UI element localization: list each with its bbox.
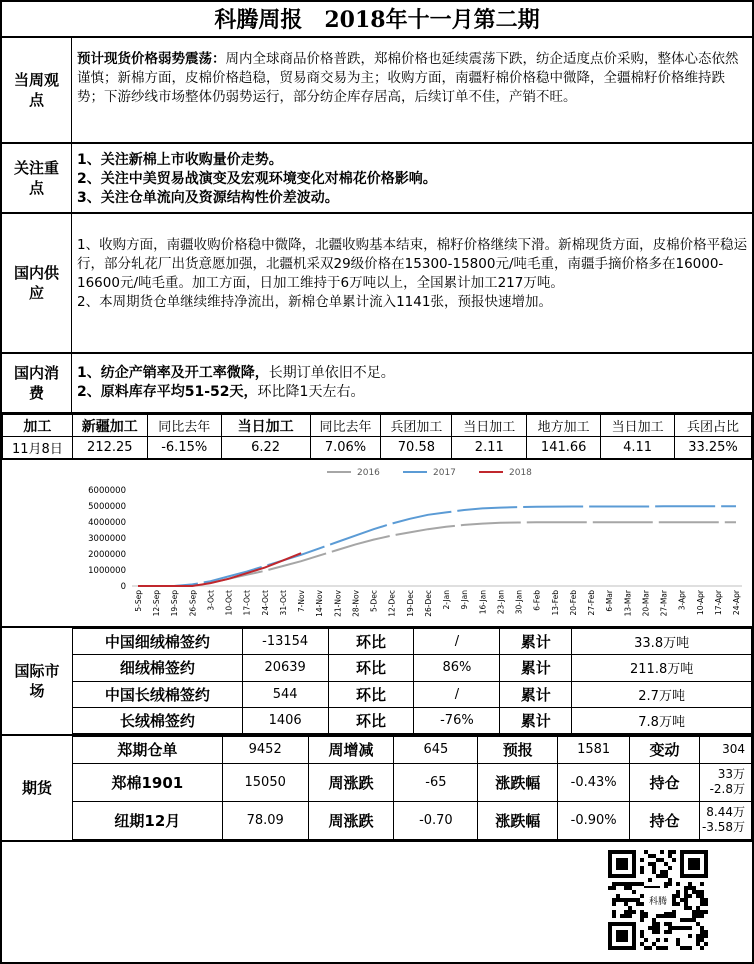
x-tick-label: 6-Mar [605,590,615,612]
x-tick-label: 16-Jan [478,590,488,615]
international-cell: / [414,629,500,655]
x-tick-label: 20-Feb [568,590,578,616]
x-tick-label: 2-Jan [442,590,452,610]
x-tick-label: 3-Oct [206,590,216,611]
processing-chart [2,460,752,626]
international-cell: 累计 [500,707,572,733]
legend-label: 2016 [357,468,380,478]
legend-label: 2018 [509,468,532,478]
x-tick-label: 17-Apr [713,590,723,616]
international-cell: 环比 [328,655,414,681]
x-tick-label: 28-Nov [351,590,361,617]
legend-label: 2017 [433,468,456,478]
futures-row [73,737,752,764]
processing-value-cell: 7.06% [310,437,381,459]
international-cell: 544 [242,681,328,707]
qr-code [594,850,722,950]
x-tick-label: 12-Dec [387,590,397,617]
international-cell: 环比 [328,681,414,707]
futures-cell: 9452 [222,737,308,764]
x-tick-label: 27-Mar [659,590,669,617]
processing-value-cell: 33.25% [675,437,752,459]
processing-header-cell: 加工 [3,415,73,437]
futures-cell: 持仓 [630,801,700,839]
focus-item: 2、关注中美贸易战演变及宏观环境变化对棉花价格影响。 [77,171,437,187]
x-tick-label: 24-Oct [260,590,270,616]
qr-logo-text: 科腾 [648,897,668,907]
futures-cell: -65 [394,763,478,801]
y-tick-label: 3000000 [88,534,126,544]
processing-header-row [3,415,752,437]
x-tick-label: 10-Oct [224,590,234,616]
consumption-line-1: 长期订单依旧不足。 [268,365,395,381]
chart-section [2,460,752,628]
consumption-line-1-bold: 1、纺企产销率及开工率微降， [77,365,269,381]
y-tick-label: 5000000 [88,502,126,512]
y-tick-label: 1000000 [88,566,126,576]
futures-cell: 15050 [222,763,308,801]
supply-text [73,214,752,352]
futures-cell: 纽期12月 [73,801,223,839]
processing-value-cell: 141.66 [527,437,601,459]
supply-section [2,214,752,354]
processing-value-row [3,437,752,459]
international-cell: 中国细绒棉签约 [73,629,243,655]
supply-paragraph-2: 2、本周期货仓单继续维持净流出，新棉仓单累计流入1141张，预报快速增加。 [77,294,552,310]
international-cell: 2.7万吨 [572,681,752,707]
international-cell: 累计 [500,681,572,707]
x-tick-label: 26-Sep [188,590,198,617]
focus-label: 关注重点 [2,144,72,212]
futures-label: 期货 [21,779,52,797]
focus-item: 3、关注仓单流向及资源结构性价差波动。 [77,190,339,206]
x-tick-label: 5-Dec [369,590,379,612]
x-tick-label: 9-Jan [460,590,470,610]
international-row [73,629,752,655]
processing-table [2,414,752,459]
processing-value-cell: 2.11 [452,437,527,459]
series-line-2018 [138,553,301,586]
international-table [72,628,752,734]
outlook-text [73,38,752,142]
consumption-section [2,354,752,414]
x-tick-label: 19-Sep [170,590,180,617]
focus-section [2,144,752,214]
processing-header-cell: 同比去年 [147,415,221,437]
futures-cell: 304 [699,737,751,764]
x-tick-label: 5-Sep [134,590,143,612]
international-cell: 累计 [500,655,572,681]
futures-cell: 涨跌幅 [478,763,558,801]
focus-list [73,144,752,212]
supply-label: 国内供应 [2,214,72,352]
x-tick-label: 27-Feb [587,590,597,616]
futures-cell: 持仓 [630,763,700,801]
international-label: 国际市场 [14,662,60,700]
y-tick-label: 2000000 [88,550,126,560]
international-cell: 1406 [242,707,328,733]
international-cell: 环比 [328,629,414,655]
outlook-body: 周内全球商品价格普跌，郑棉价格也延续震荡下跌，纺企适度点价采购，整体心态依然谨慎；新棉方面，皮棉价格趋稳，贸易商交易为主；收购方面，南疆籽棉价格稳中微降，全疆棉籽价格维持跌势；下游纱线市场整体仍弱势运行，部分纺企库存居高，后续订单不佳，产销不旺。 [77,51,739,105]
x-tick-label: 3-Apr [677,590,687,611]
x-tick-label: 6-Feb [532,590,542,611]
international-cell: 20639 [242,655,328,681]
processing-header-cell: 当日加工 [601,415,675,437]
outlook-lead: 预计现货价格弱势震荡： [77,51,226,67]
outlook-label: 当周观点 [2,38,72,142]
processing-value-cell: 70.58 [381,437,452,459]
x-tick-label: 23-Jan [496,590,506,615]
futures-cell: 变动 [630,737,700,764]
x-tick-label: 13-Mar [623,590,633,617]
consumption-label: 国内消费 [2,354,72,412]
international-row [73,655,752,681]
x-tick-label: 14-Nov [315,590,325,617]
processing-value-cell: 6.22 [221,437,310,459]
international-section [2,628,752,736]
processing-header-cell: 兵团加工 [381,415,452,437]
x-tick-label: 12-Sep [152,590,162,617]
futures-cell: -0.90% [558,801,630,839]
futures-section [2,736,752,842]
international-cell: / [414,681,500,707]
processing-value-cell: 11月8日 [3,437,73,459]
y-tick-label: 4000000 [88,518,126,528]
international-cell: 33.8万吨 [572,629,752,655]
x-tick-label: 31-Oct [278,590,288,616]
international-row [73,681,752,707]
processing-header-cell: 兵团占比 [675,415,752,437]
international-cell: 累计 [500,629,572,655]
focus-item: 1、关注新棉上市收购量价走势。 [77,152,283,168]
x-tick-label: 30-Jan [514,590,524,615]
supply-paragraph-1: 1、收购方面，南疆收购价格稳中微降，北疆收购基本结束，棉籽价格继续下滑。新棉现货方面，皮棉价格平稳运行，部分轧花厂出货意愿加强，北疆机采双29级价格在15300-15800元/吨毛重，南疆手摘价格多在16000-16600元/吨毛重。加工方面，日加工维持于6万吨以上，全国累计加工217万吨。 [77,237,748,291]
series-line-2017 [138,506,736,586]
outlook-section [2,38,752,144]
futures-row [73,763,752,801]
x-tick-label: 10-Apr [695,590,705,616]
international-cell: 86% [414,655,500,681]
processing-header-cell: 地方加工 [527,415,601,437]
x-tick-label: 21-Nov [333,590,343,617]
futures-cell: 涨跌幅 [478,801,558,839]
processing-header-cell: 当日加工 [221,415,310,437]
x-tick-label: 20-Mar [641,590,651,617]
futures-cell: 1581 [558,737,630,764]
futures-table [72,736,752,840]
report-title: 科腾周报 2018年十一月第二期 [2,2,752,38]
international-cell: 环比 [328,707,414,733]
futures-cell: 郑期仓单 [73,737,223,764]
international-cell: 7.8万吨 [572,707,752,733]
x-tick-label: 17-Oct [242,590,252,616]
international-cell: -76% [414,707,500,733]
futures-cell: -0.43% [558,763,630,801]
futures-cell: 33万 -2.8万 [699,763,751,801]
international-cell: 中国长绒棉签约 [73,681,243,707]
consumption-line-2: 环比降1天左右。 [257,384,365,400]
international-row [73,707,752,733]
processing-value-cell: 4.11 [601,437,675,459]
futures-cell: 645 [394,737,478,764]
processing-header-cell: 当日加工 [452,415,527,437]
x-tick-label: 26-Dec [423,590,433,617]
y-tick-label: 0 [120,582,126,592]
futures-cell: 周涨跌 [308,763,394,801]
futures-row [73,801,752,839]
consumption-text [73,354,752,412]
y-tick-label: 6000000 [88,486,126,496]
futures-cell: 周增减 [308,737,394,764]
futures-cell: 8.44万 -3.58万 [699,801,751,839]
x-tick-label: 24-Apr [732,590,741,616]
futures-cell: 郑棉1901 [73,763,223,801]
x-tick-label: 13-Feb [550,590,560,616]
futures-cell: 周涨跌 [308,801,394,839]
x-tick-label: 19-Dec [405,590,415,617]
international-cell: -13154 [242,629,328,655]
consumption-line-2-bold: 2、原料库存平均51-52天， [77,384,258,400]
processing-value-cell: -6.15% [147,437,221,459]
international-cell: 211.8万吨 [572,655,752,681]
processing-header-cell: 同比去年 [310,415,381,437]
international-cell: 长绒棉签约 [73,707,243,733]
futures-cell: -0.70 [394,801,478,839]
x-tick-label: 7-Nov [297,590,307,613]
futures-cell: 预报 [478,737,558,764]
processing-header-cell: 新疆加工 [72,415,147,437]
processing-section [2,414,752,460]
futures-cell: 78.09 [222,801,308,839]
international-cell: 细绒棉签约 [73,655,243,681]
processing-value-cell: 212.25 [72,437,147,459]
